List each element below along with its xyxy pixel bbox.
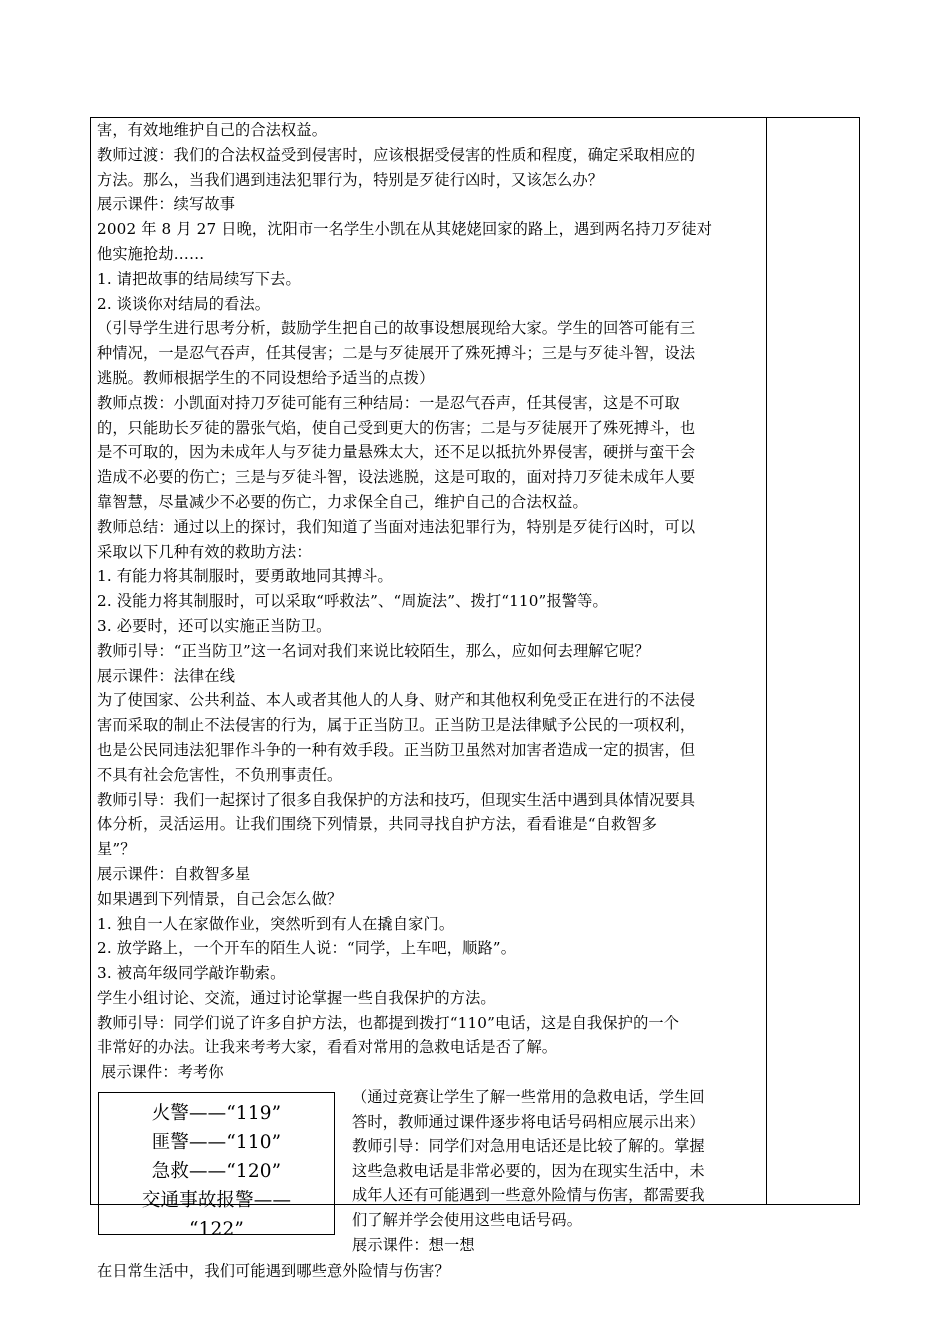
lesson-content (97, 118, 761, 1284)
text-line: 答时，教师通过课件逐步将电话号码相应展示出来） (352, 1112, 705, 1131)
text-line: 教师引导：我们一起探讨了很多自我保护的方法和技巧，但现实生活中遇到具体情况要具 (97, 790, 696, 809)
text-line: 1. 有能力将其制服时，要勇敢地同其搏斗。 (97, 567, 393, 586)
emergency-phone-box (98, 1092, 335, 1235)
text-line: 逃脱。教师根据学生的不同设想给予适当的点拨） (97, 368, 435, 387)
text-line: 害，有效地维护自己的合法权益。 (97, 121, 328, 139)
text-line: 他实施抢劫…… (97, 244, 205, 263)
text-line: （引导学生进行思考分析，鼓励学生把自己的故事设想展现给大家。学生的回答可能有三 (97, 319, 696, 338)
text-line: 的，只能助长歹徒的嚣张气焰，使自己受到更大的伤害；二是与歹徒展开了殊死搏斗，也 (97, 418, 696, 437)
main-paragraphs (97, 118, 761, 1085)
phone-traffic-label: 交通事故报警—— (141, 1190, 292, 1212)
text-line: 成年人还有可能遇到一些意外险情与伤害，都需要我 (352, 1186, 705, 1205)
phone-traffic-number: “122” (189, 1219, 244, 1236)
text-line: 展示课件：法律在线 (97, 666, 236, 685)
text-line: 教师引导：同学们说了许多自护方法，也都提到拨打“110”电话，这是自我保护的一个 (97, 1013, 680, 1032)
emergency-section (97, 1085, 761, 1259)
text-line: 如果遇到下列情景，自己会怎么做？ (97, 889, 343, 908)
text-line: 3. 必要时，还可以实施正当防卫。 (97, 616, 332, 635)
text-line: 们了解并学会使用这些电话号码。 (352, 1211, 583, 1230)
text-line: 非常好的办法。让我来考考大家，看看对常用的急救电话是否了解。 (97, 1038, 558, 1057)
column-divider (766, 117, 767, 1205)
text-line: 不具有社会危害性，不负刑事责任。 (97, 765, 343, 784)
text-line: 教师引导：同学们对急用电话还是比较了解的。掌握 (352, 1137, 705, 1156)
text-line: 教师总结：通过以上的探讨，我们知道了当面对违法犯罪行为，特别是歹徒行凶时，可以 (97, 517, 696, 536)
text-line: 害而采取的制止不法侵害的行为，属于正当防卫。正当防卫是法律赋予公民的一项权利， (97, 716, 696, 735)
text-line: 在日常生活中，我们可能遇到哪些意外险情与伤害？ (97, 1262, 450, 1281)
text-line: 展示课件：续写故事 (97, 195, 236, 214)
text-line: （通过竞赛让学生了解一些常用的急救电话，学生回 (352, 1088, 705, 1107)
text-line: 2. 没能力将其制服时，可以采取“呼救法”、“周旋法”、拨打“110”报警等。 (97, 592, 608, 611)
text-line: 靠智慧，尽量减少不必要的伤亡，力求保全自己，维护自己的合法权益。 (97, 492, 588, 511)
text-line: 3. 被高年级同学敲诈勒索。 (97, 964, 286, 983)
text-line: 方法。那么，当我们遇到违法犯罪行为，特别是歹徒行凶时，又该怎么办？ (97, 170, 604, 189)
text-line: 也是公民同违法犯罪作斗争的一种有效手段。正当防卫虽然对加害者造成一定的损害，但 (97, 740, 696, 759)
text-line: 造成不必要的伤亡；三是与歹徒斗智，设法逃脱，这是可取的，面对持刀歹徒未成年人要 (97, 468, 696, 487)
text-line: 展示课件：考考你 (101, 1063, 224, 1082)
phone-fire: 火警——“119” (151, 1103, 282, 1125)
text-line: 1. 独自一人在家做作业，突然听到有人在撬自家门。 (97, 914, 455, 933)
text-line: 2. 放学路上，一个开车的陌生人说：“同学，上车吧，顺路”。 (97, 939, 517, 958)
text-line: 教师过渡：我们的合法权益受到侵害时，应该根据受侵害的性质和程度，确定采取相应的 (97, 145, 696, 164)
text-line: 为了使国家、公共利益、本人或者其他人的人身、财产和其他权利免受正在进行的不法侵 (97, 691, 696, 710)
text-line: 体分析，灵活运用。让我们围绕下列情景，共同寻找自护方法，看看谁是“自救智多 (97, 815, 658, 834)
text-line: 2002 年 8 月 27 日晚，沈阳市一名学生小凯在从其姥姥回家的路上，遇到两名持刀歹徒对 (97, 220, 713, 239)
text-line: 是不可取的，因为未成年人与歹徒力量悬殊太大，还不足以抵抗外界侵害，硬拼与蛮干会 (97, 443, 696, 462)
phone-police: 匪警——“110” (151, 1132, 282, 1154)
text-line: 星”？ (97, 840, 136, 859)
text-line: 展示课件：想一想 (352, 1235, 475, 1254)
text-line: 这些急救电话是非常必要的，因为在现实生活中，未 (352, 1161, 705, 1180)
text-line: 采取以下几种有效的救助方法： (97, 542, 312, 561)
phone-ambulance: 急救——“120” (151, 1161, 282, 1183)
text-line: 种情况，一是忍气吞声，任其侵害；二是与歹徒展开了殊死搏斗；三是与歹徒斗智，设法 (97, 344, 696, 363)
side-paragraph (352, 1085, 762, 1257)
text-line: 学生小组讨论、交流，通过讨论掌握一些自我保护的方法。 (97, 988, 496, 1007)
text-line: 2. 谈谈你对结局的看法。 (97, 294, 271, 313)
text-line: 1. 请把故事的结局续写下去。 (97, 269, 301, 288)
text-line: 教师引导：“正当防卫”这一名词对我们来说比较陌生，那么，应如何去理解它呢？ (97, 641, 650, 660)
text-line: 教师点拨：小凯面对持刀歹徒可能有三种结局：一是忍气吞声，任其侵害，这是不可取 (97, 393, 680, 412)
text-line: 展示课件：自救智多星 (97, 864, 251, 883)
